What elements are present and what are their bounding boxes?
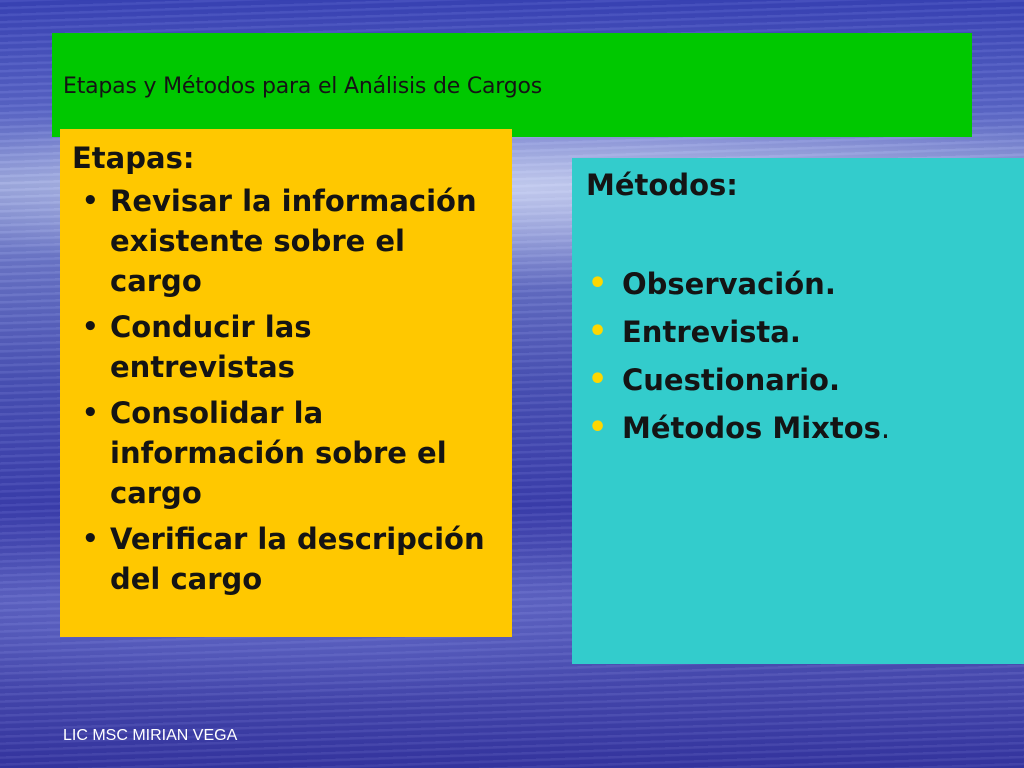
metodos-item-text: Observación.: [622, 267, 836, 301]
metodos-heading: Métodos:: [586, 168, 738, 202]
etapas-item-text: Consolidar la información sobre el cargo: [110, 396, 447, 510]
list-item: [586, 308, 1014, 356]
bullet-icon: •: [588, 314, 608, 349]
list-item: [72, 181, 502, 301]
metodos-item-text: Cuestionario.: [622, 363, 840, 397]
etapas-heading: Etapas:: [72, 141, 195, 175]
metodos-item-trailing-period: .: [880, 411, 891, 445]
list-item: [72, 307, 502, 387]
bullet-icon: •: [82, 186, 99, 216]
slide-title: Etapas y Métodos para el Análisis de Cargos: [63, 73, 543, 99]
bullet-icon: •: [588, 410, 608, 445]
etapas-item-text: Revisar la información existente sobre el cargo: [110, 184, 477, 298]
etapas-item-text: Conducir las entrevistas: [110, 310, 312, 384]
bullet-icon: •: [588, 266, 608, 301]
bullet-icon: •: [82, 312, 99, 342]
bullet-icon: •: [588, 362, 608, 397]
etapas-item-text: Verificar la descripción del cargo: [110, 522, 485, 596]
list-item: [72, 519, 502, 599]
metodos-panel: [572, 158, 1024, 664]
list-item: [586, 404, 1014, 452]
title-bar: [52, 33, 972, 137]
etapas-panel: [60, 129, 512, 637]
list-item: [586, 260, 1014, 308]
bullet-icon: •: [82, 524, 99, 554]
metodos-list: [586, 260, 1014, 452]
metodos-item-text: Entrevista.: [622, 315, 801, 349]
list-item: [72, 393, 502, 513]
list-item: [586, 356, 1014, 404]
bullet-icon: •: [82, 398, 99, 428]
metodos-item-text: Métodos Mixtos: [622, 411, 881, 445]
etapas-list: [72, 181, 502, 599]
footer-author: LIC MSC MIRIAN VEGA: [63, 727, 238, 744]
